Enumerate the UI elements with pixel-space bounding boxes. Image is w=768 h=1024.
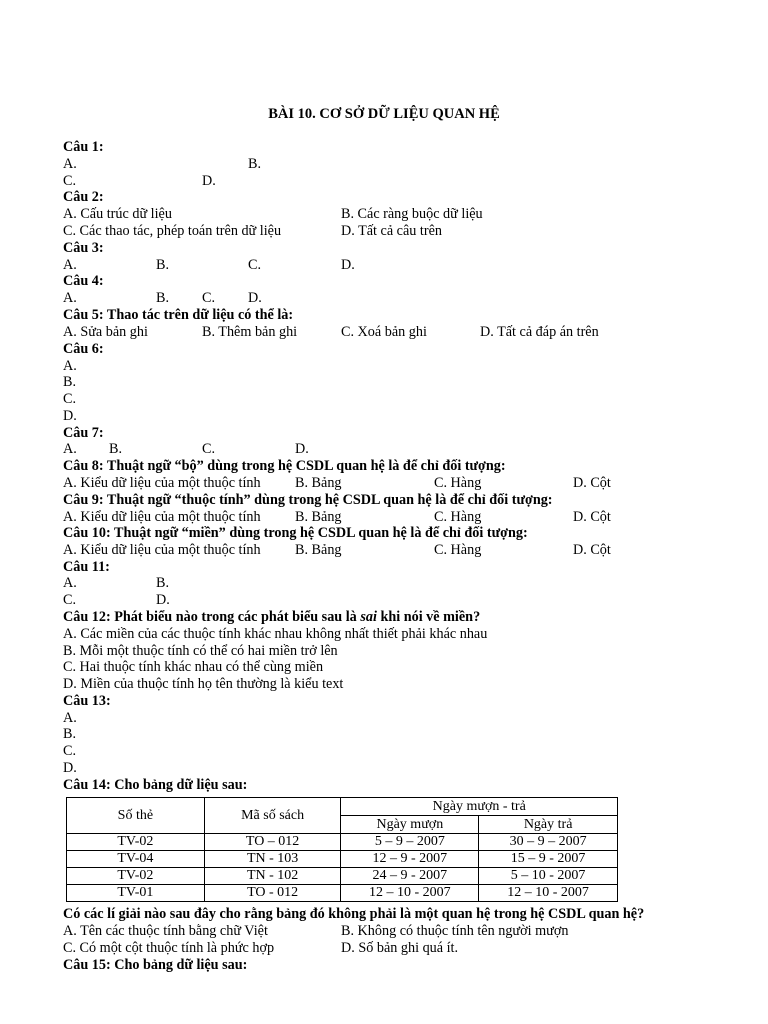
option-c: C. [202, 441, 216, 457]
option-b: B. Bảng [295, 542, 342, 558]
question-13-label: Câu 13: [63, 693, 111, 709]
option-a: A. Cấu trúc dữ liệu [63, 206, 172, 222]
question-14-prompt: Có các lí giải nào sau đây cho rằng bảng đó không phải là một quan hệ trong hệ CSDL quan hệ? [63, 906, 645, 922]
question-11-options-row1 [63, 575, 683, 592]
table-cell: TV-04 [67, 851, 205, 868]
question-9-label: Câu 9: Thuật ngữ “thuộc tính” dùng trong hệ CSDL quan hệ là để chỉ đối tượng: [63, 492, 553, 508]
question-13-option-c: C. [63, 743, 77, 759]
option-d: D. Cột [573, 509, 611, 525]
option-b: B. [156, 575, 170, 591]
option-c: C. [202, 290, 216, 306]
option-c: C. [63, 592, 77, 608]
question-10-label: Câu 10: Thuật ngữ “miền” dùng trong hệ CSDL quan hệ là để chỉ đối tượng: [63, 525, 528, 541]
question-1-options-row1 [63, 156, 663, 173]
question-11-options-row2 [63, 592, 683, 609]
table-cell: TO – 012 [204, 834, 341, 851]
question-14-options-row1 [63, 923, 683, 940]
question-12-option-a: A. Các miền của các thuộc tính khác nhau không nhất thiết phải khác nhau [63, 626, 488, 642]
question-12-label [63, 609, 480, 626]
option-c: C. Hàng [434, 542, 482, 558]
option-a: A. [63, 156, 77, 172]
option-c: C. Các thao tác, phép toán trên dữ liệu [63, 223, 282, 239]
table-cell: 15 – 9 - 2007 [479, 851, 618, 868]
option-c: C. Hàng [434, 509, 482, 525]
question-5-label: Câu 5: Thao tác trên dữ liệu có thể là: [63, 307, 294, 323]
question-12-option-d: D. Miền của thuộc tính họ tên thường là kiểu text [63, 676, 344, 692]
question-6-label: Câu 6: [63, 341, 104, 357]
question-2-options-row1 [63, 206, 683, 223]
option-d: D. Cột [573, 542, 611, 558]
header-book-code: Mã số sách [204, 798, 341, 834]
option-d: D. [341, 257, 355, 273]
option-b: B. Thêm bản ghi [202, 324, 298, 340]
table-row [67, 868, 618, 885]
table-cell: 30 – 9 – 2007 [479, 834, 618, 851]
option-a: A. [63, 290, 77, 306]
option-b: B. Bảng [295, 509, 342, 525]
table-cell: TV-02 [67, 834, 205, 851]
table-cell: 12 – 10 - 2007 [479, 885, 618, 902]
option-a: A. Kiểu dữ liệu của một thuộc tính [63, 542, 261, 558]
question-11-label: Câu 11: [63, 559, 110, 575]
option-b: B. Không có thuộc tính tên người mượn [341, 923, 569, 939]
question-6-option-a: A. [63, 358, 77, 374]
table-cell: TO - 012 [204, 885, 341, 902]
question-7-label: Câu 7: [63, 425, 104, 441]
option-d: D. Tất cả câu trên [341, 223, 442, 239]
question-5-options [63, 324, 683, 341]
option-a: A. Kiểu dữ liệu của một thuộc tính [63, 475, 261, 491]
page-title: BÀI 10. CƠ SỞ DỮ LIỆU QUAN HỆ [268, 106, 500, 122]
question-3-label: Câu 3: [63, 240, 104, 256]
table-row [67, 851, 618, 868]
option-d: D. Số bản ghi quá ít. [341, 940, 459, 956]
table-cell: TN - 102 [204, 868, 341, 885]
label-text-end: khi nói về miền? [376, 609, 481, 625]
table-cell: 12 – 9 - 2007 [341, 851, 479, 868]
question-6-option-c: C. [63, 391, 77, 407]
option-c: C. [63, 173, 77, 189]
option-a: A. Sửa bản ghi [63, 324, 148, 340]
table-cell: TV-02 [67, 868, 205, 885]
question-3-options [63, 257, 683, 274]
question-1-options-row2 [63, 173, 663, 190]
question-13-option-b: B. [63, 726, 77, 742]
table-cell: 24 – 9 - 2007 [341, 868, 479, 885]
table-cell: 5 – 9 – 2007 [341, 834, 479, 851]
option-c: C. [248, 257, 262, 273]
table-row [67, 885, 618, 902]
option-d: D. [248, 290, 262, 306]
emphasis-text: sai [360, 609, 377, 625]
option-a: A. [63, 257, 77, 273]
question-7-options [63, 441, 683, 458]
question-13-option-d: D. [63, 760, 77, 776]
option-b: B. [156, 290, 170, 306]
question-13-option-a: A. [63, 710, 77, 726]
table-row [67, 834, 618, 851]
option-b: B. [248, 156, 262, 172]
question-8-options [63, 475, 683, 492]
option-d: D. [202, 173, 216, 189]
option-d: D. [156, 592, 170, 608]
header-loan-date: Ngày mượn [341, 816, 479, 834]
question-9-options [63, 509, 683, 526]
table-cell: 5 – 10 - 2007 [479, 868, 618, 885]
question-10-options [63, 542, 683, 559]
question-4-label: Câu 4: [63, 273, 104, 289]
option-b: B. [156, 257, 170, 273]
question-8-label: Câu 8: Thuật ngữ “bộ” dùng trong hệ CSDL quan hệ là để chỉ đối tượng: [63, 458, 506, 474]
question-1-label: Câu 1: [63, 139, 104, 155]
option-b: B. Bảng [295, 475, 342, 491]
question-15-label: Câu 15: Cho bảng dữ liệu sau: [63, 957, 248, 973]
option-a: A. [63, 575, 77, 591]
question-14-label: Câu 14: Cho bảng dữ liệu sau: [63, 777, 248, 793]
option-b: B. Các ràng buộc dữ liệu [341, 206, 483, 222]
question-4-options [63, 290, 683, 307]
table-cell: TN - 103 [204, 851, 341, 868]
option-c: C. Hàng [434, 475, 482, 491]
option-c: C. Xoá bản ghi [341, 324, 427, 340]
header-loan-return-dates: Ngày mượn - trả [341, 798, 618, 816]
option-d: D. Tất cả đáp án trên [480, 324, 599, 340]
table-cell: TV-01 [67, 885, 205, 902]
question-2-options-row2 [63, 223, 683, 240]
question-12-option-b: B. Mỗi một thuộc tính có thể có hai miền trở lên [63, 643, 338, 659]
header-card-number: Số thẻ [67, 798, 205, 834]
option-a: A. [63, 441, 77, 457]
question-6-option-d: D. [63, 408, 77, 424]
question-6-option-b: B. [63, 374, 77, 390]
question-14-options-row2 [63, 940, 683, 957]
question-2-label: Câu 2: [63, 189, 104, 205]
header-return-date: Ngày trả [479, 816, 618, 834]
option-d: D. Cột [573, 475, 611, 491]
question-12-option-c: C. Hai thuộc tính khác nhau có thể cùng miền [63, 659, 324, 675]
loan-table [66, 797, 618, 902]
option-a: A. Kiểu dữ liệu của một thuộc tính [63, 509, 261, 525]
option-c: C. Có một cột thuộc tính là phức hợp [63, 940, 275, 956]
option-b: B. [109, 441, 123, 457]
option-a: A. Tên các thuộc tính bằng chữ Việt [63, 923, 268, 939]
table-cell: 12 – 10 - 2007 [341, 885, 479, 902]
label-text: Câu 12: Phát biểu nào trong các phát biểu sau là [63, 609, 361, 625]
option-d: D. [295, 441, 309, 457]
